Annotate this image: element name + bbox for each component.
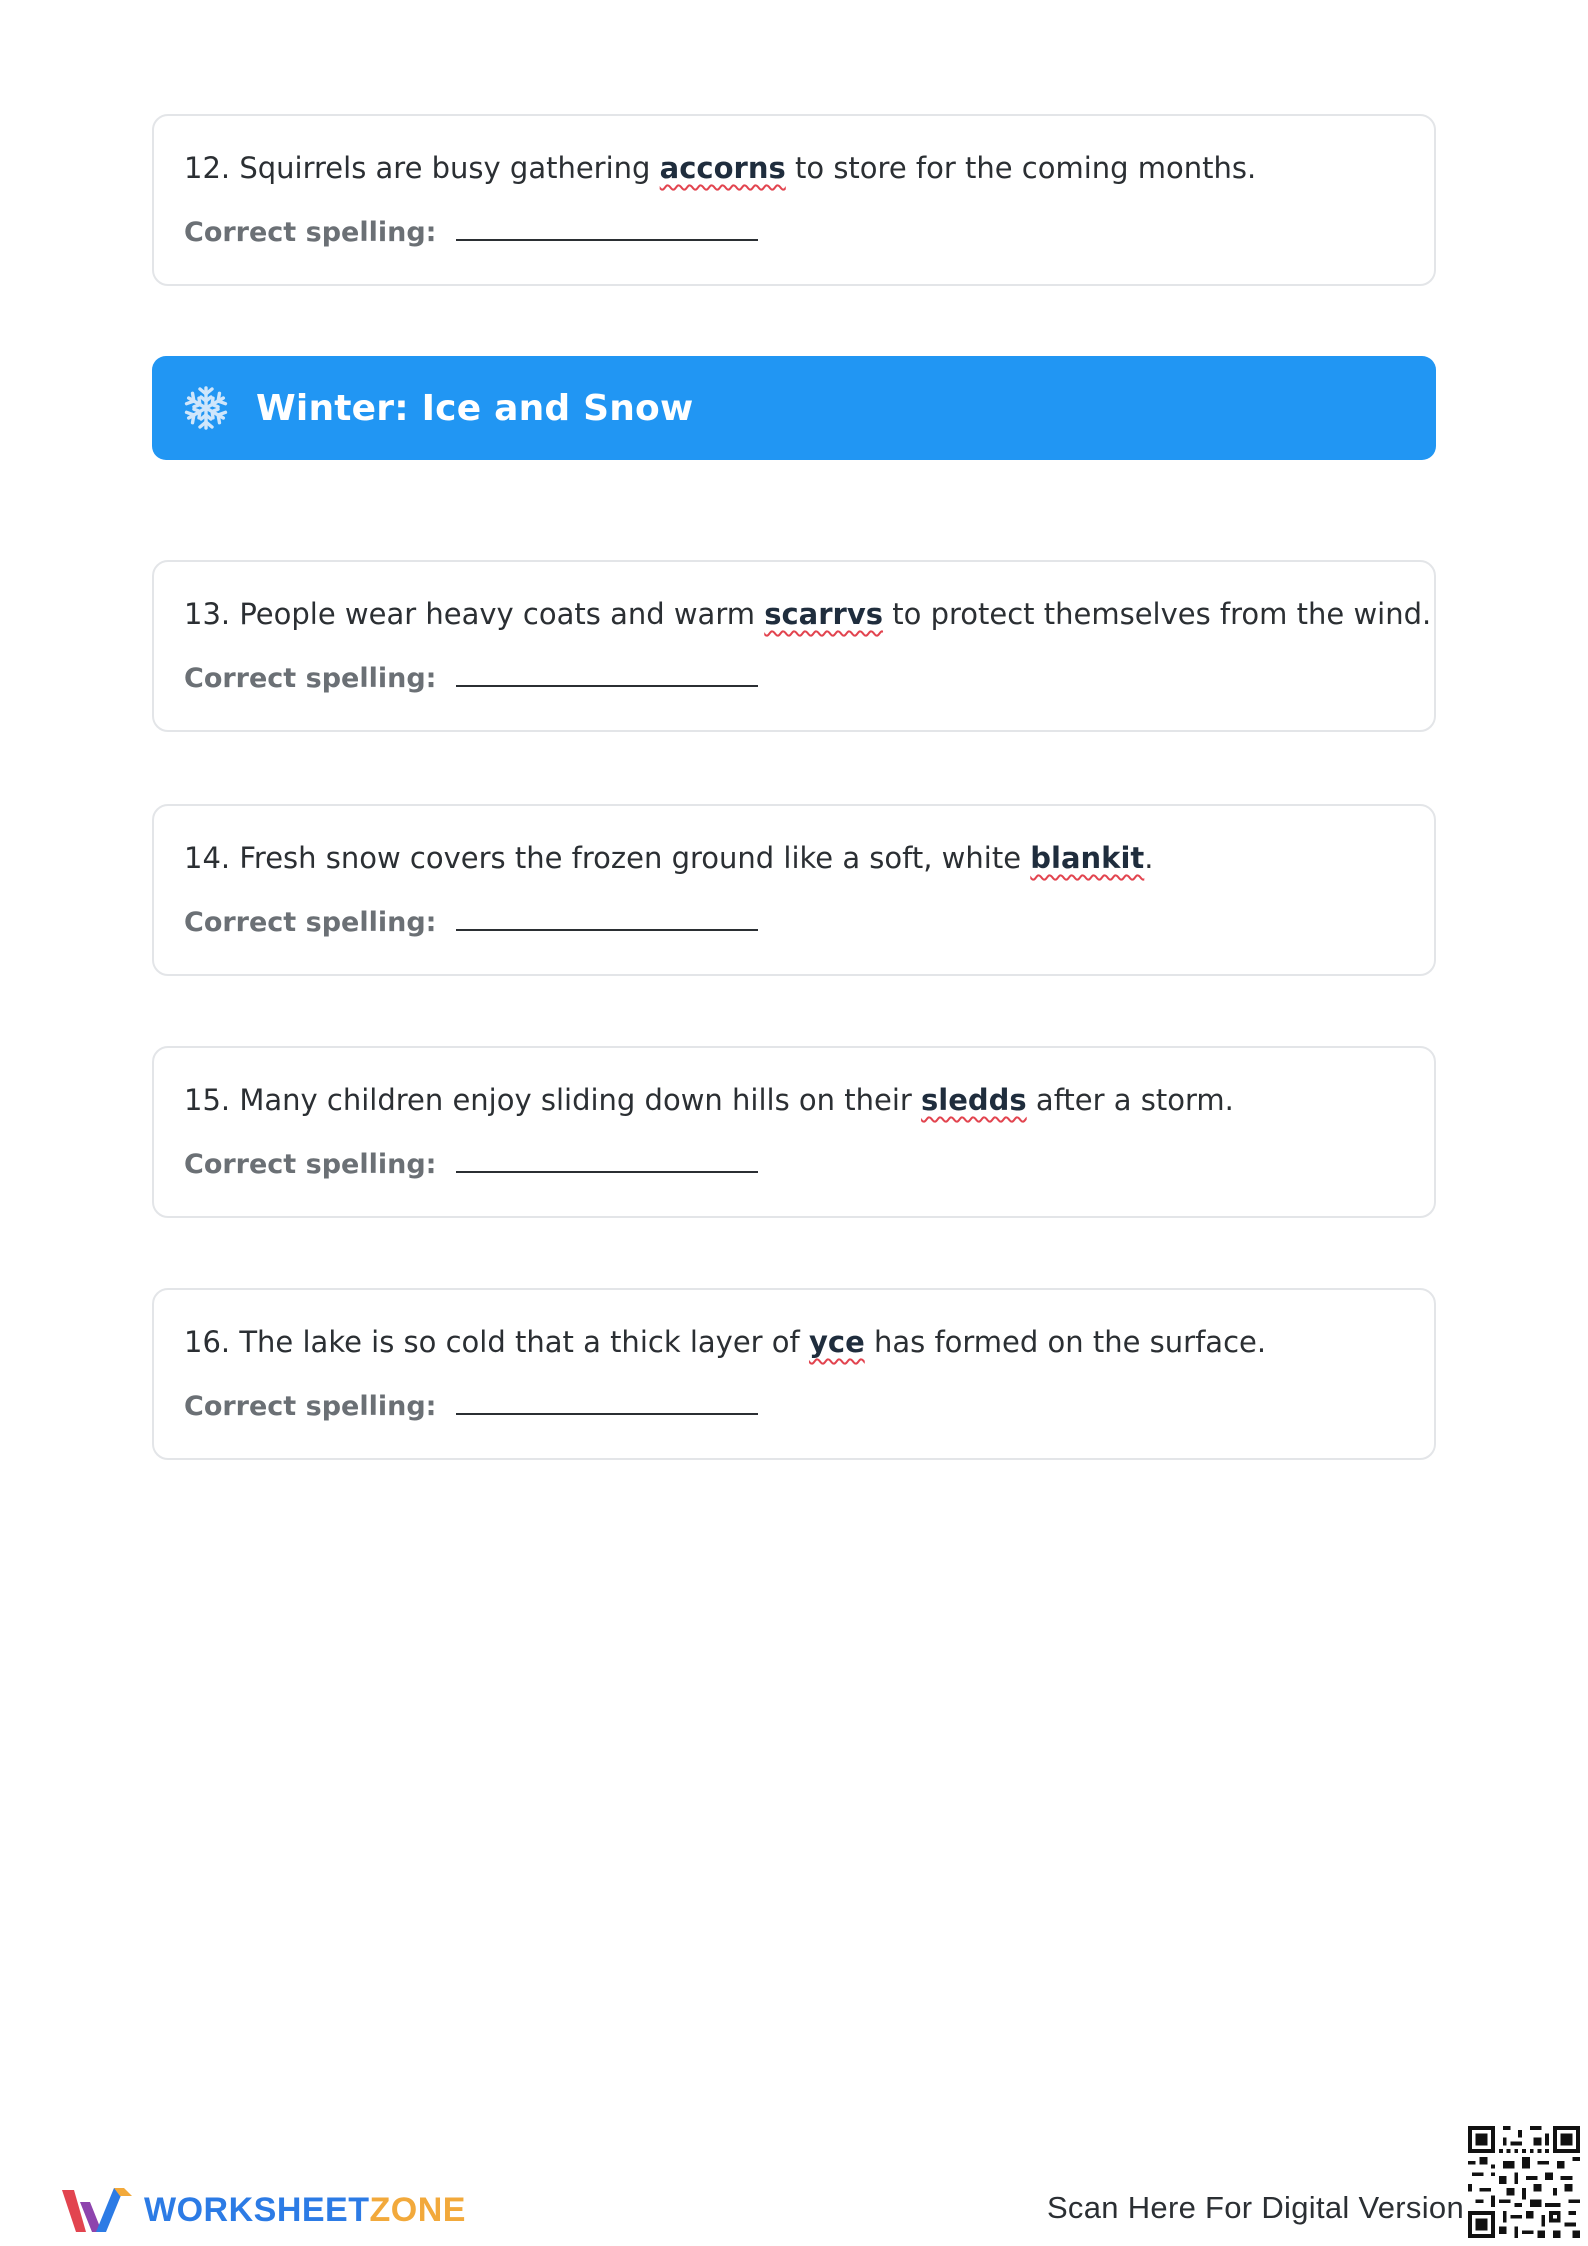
answer-blank-line[interactable] <box>456 239 758 241</box>
answer-label: Correct spelling: <box>184 217 437 248</box>
misspelled-word: scarrvs <box>764 597 884 631</box>
logo-text <box>144 2191 466 2230</box>
misspelled-word: blankit <box>1030 841 1145 875</box>
answer-label: Correct spelling: <box>184 907 437 938</box>
sentence-text-after: after a storm. <box>1026 1083 1234 1117</box>
sentence-text-before: 16. The lake is so cold that a thick layer of <box>184 1325 809 1359</box>
scan-here-text: Scan Here For Digital Version <box>1046 2190 1464 2225</box>
answer-row <box>184 1387 758 1427</box>
section-header-winter <box>152 356 1436 460</box>
question-sentence <box>184 838 1154 878</box>
question-sentence <box>184 594 1431 634</box>
sentence-text-after: to protect themselves from the wind. <box>883 597 1432 631</box>
answer-blank-line[interactable] <box>456 929 758 931</box>
answer-row <box>184 659 758 699</box>
answer-label: Correct spelling: <box>184 663 437 694</box>
section-title: Winter: Ice and Snow <box>256 387 694 429</box>
sentence-text-after: to store for the coming months. <box>785 151 1257 185</box>
logo-text-worksheet: WORKSHEET <box>144 2190 370 2229</box>
answer-row <box>184 1145 758 1185</box>
sentence-text-before: 14. Fresh snow covers the frozen ground like a soft, white <box>184 841 1031 875</box>
answer-row <box>184 213 758 253</box>
worksheetzone-logo-icon <box>58 2182 136 2238</box>
question-card-13 <box>152 560 1436 732</box>
answer-row <box>184 903 758 943</box>
sentence-text-before: 12. Squirrels are busy gathering <box>184 151 660 185</box>
answer-label: Correct spelling: <box>184 1391 437 1422</box>
sentence-text-before: 15. Many children enjoy sliding down hills on their <box>184 1083 922 1117</box>
question-card-15 <box>152 1046 1436 1218</box>
misspelled-word: sledds <box>921 1083 1027 1117</box>
question-card-16 <box>152 1288 1436 1460</box>
sentence-text-after: . <box>1144 841 1154 875</box>
worksheetzone-logo[interactable] <box>58 2182 466 2238</box>
logo-text-zone: ZONE <box>369 2190 466 2229</box>
answer-label: Correct spelling: <box>184 1149 437 1180</box>
answer-blank-line[interactable] <box>456 1171 758 1173</box>
answer-blank-line[interactable] <box>456 685 758 687</box>
misspelled-word: yce <box>808 1325 865 1359</box>
question-sentence <box>184 1322 1266 1362</box>
qr-code-icon[interactable] <box>1468 2126 1580 2238</box>
snowflake-icon <box>182 384 230 432</box>
question-card-14 <box>152 804 1436 976</box>
misspelled-word: accorns <box>659 151 786 185</box>
question-sentence <box>184 148 1256 188</box>
sentence-text-before: 13. People wear heavy coats and warm <box>184 597 765 631</box>
answer-blank-line[interactable] <box>456 1413 758 1415</box>
question-sentence <box>184 1080 1234 1120</box>
question-card-12 <box>152 114 1436 286</box>
sentence-text-after: has formed on the surface. <box>864 1325 1267 1359</box>
